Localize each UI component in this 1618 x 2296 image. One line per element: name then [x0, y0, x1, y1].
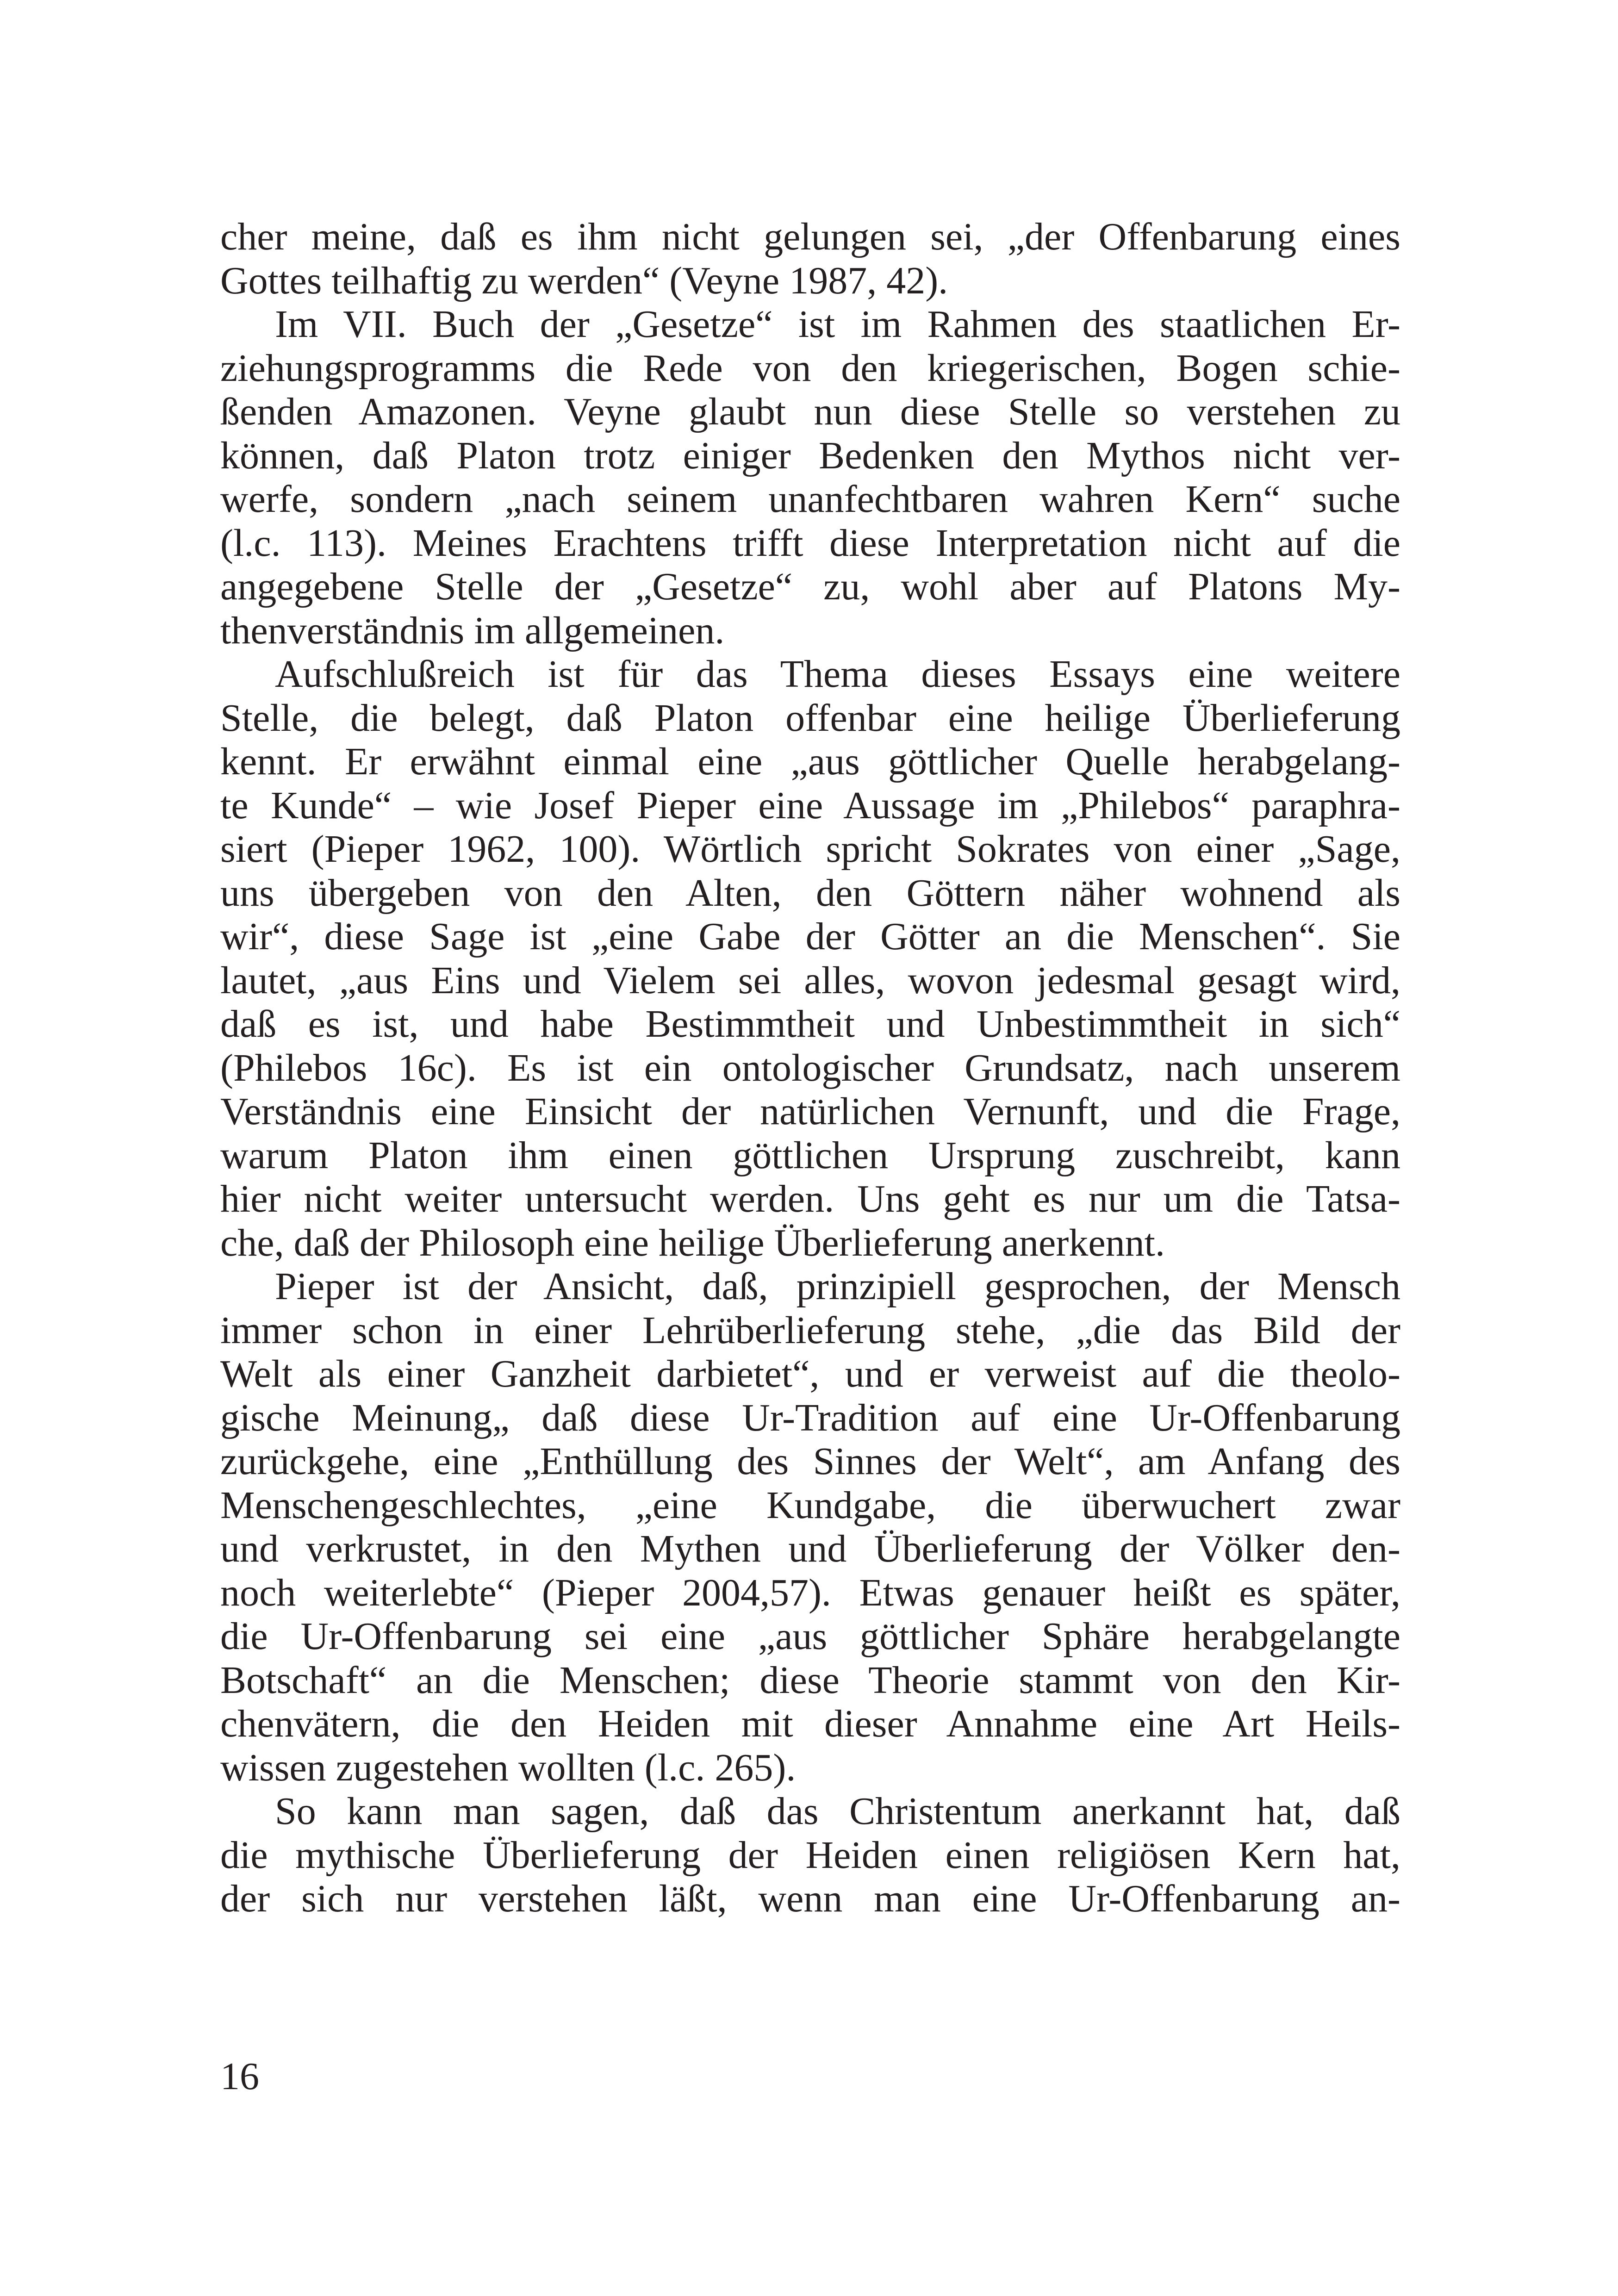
page-number: 16	[220, 2055, 259, 2098]
text-line: Verständnis eine Einsicht der natürlichen Vernunft, und die Frage,	[220, 1090, 1400, 1133]
text-line: daß es ist, und habe Bestimmtheit und Unbestimmtheit in sich“	[220, 1002, 1400, 1045]
text-line: zurückgehe, eine „Enthüllung des Sinnes der Welt“, am Anfang des	[220, 1440, 1400, 1483]
text-line: (l.c. 113). Meines Erachtens trifft diese Interpretation nicht auf die	[220, 521, 1400, 565]
text-line: lautet, „aus Eins und Vielem sei alles, wovon jedesmal gesagt wird,	[220, 958, 1400, 1002]
text-line: uns übergeben von den Alten, den Göttern näher wohnend als	[220, 871, 1400, 915]
text-line: können, daß Platon trotz einiger Bedenken den Mythos nicht ver-	[220, 434, 1400, 477]
text-line: noch weiterlebte“ (Pieper 2004,57). Etwas genauer heißt es später,	[220, 1571, 1400, 1614]
text-line: ziehungsprogramms die Rede von den kriegerischen, Bogen schie-	[220, 346, 1400, 390]
text-line: Menschengeschlechtes, „eine Kundgabe, die überwuchert zwar	[220, 1483, 1400, 1527]
text-line: chenvätern, die den Heiden mit dieser Annahme eine Art Heils-	[220, 1702, 1400, 1745]
text-line: immer schon in einer Lehrüberlieferung stehe, „die das Bild der	[220, 1308, 1400, 1352]
text-line: die Ur-Offenbarung sei eine „aus göttlicher Sphäre herabgelangte	[220, 1615, 1400, 1658]
text-line: wissen zugestehen wollten (l.c. 265).	[220, 1746, 796, 1789]
text-line: siert (Pieper 1962, 100). Wörtlich spricht Sokrates von einer „Sage,	[220, 828, 1400, 871]
text-line: So kann man sagen, daß das Christentum anerkannt hat, daß	[275, 1790, 1400, 1833]
text-line: te Kunde“ – wie Josef Pieper eine Aussage im „Philebos“ paraphra-	[220, 784, 1400, 827]
text-line: warum Platon ihm einen göttlichen Ursprung zuschreibt, kann	[220, 1133, 1400, 1177]
text-line: (Philebos 16c). Es ist ein ontologischer Grundsatz, nach unserem	[220, 1046, 1400, 1089]
text-line: angegebene Stelle der „Gesetze“ zu, wohl aber auf Platons My-	[220, 565, 1400, 608]
text-line: hier nicht weiter untersucht werden. Uns geht es nur um die Tatsa-	[220, 1177, 1400, 1220]
text-line: Botschaft“ an die Menschen; diese Theorie stammt von den Kir-	[220, 1658, 1400, 1702]
text-line: die mythische Überlieferung der Heiden einen religiösen Kern hat,	[220, 1833, 1400, 1877]
text-line: und verkrustet, in den Mythen und Überlieferung der Völker den-	[220, 1527, 1400, 1570]
text-line: cher meine, daß es ihm nicht gelungen sei, „der Offenbarung eines	[220, 215, 1400, 258]
text-line: werfe, sondern „nach seinem unanfechtbaren wahren Kern“ suche	[220, 478, 1400, 521]
text-line: Im VII. Buch der „Gesetze“ ist im Rahmen des staatlichen Er-	[275, 303, 1400, 346]
text-line: ßenden Amazonen. Veyne glaubt nun diese Stelle so verstehen zu	[220, 390, 1400, 433]
text-line: che, daß der Philosoph eine heilige Überlieferung anerkennt.	[220, 1221, 1165, 1264]
text-line: Gottes teilhaftig zu werden“ (Veyne 1987, 42).	[220, 259, 948, 302]
text-line: thenverständnis im allgemeinen.	[220, 609, 725, 652]
text-line: gische Meinung„ daß diese Ur-Tradition auf eine Ur-Offenbarung	[220, 1396, 1400, 1439]
text-line: Pieper ist der Ansicht, daß, prinzipiell gesprochen, der Mensch	[275, 1265, 1400, 1308]
text-line: Aufschlußreich ist für das Thema dieses Essays eine weitere	[275, 653, 1400, 696]
text-line: kennt. Er erwähnt einmal eine „aus göttlicher Quelle herabgelang-	[220, 740, 1400, 783]
text-line: wir“, diese Sage ist „eine Gabe der Götter an die Menschen“. Sie	[220, 915, 1400, 958]
text-line: der sich nur verstehen läßt, wenn man eine Ur-Offenbarung an-	[220, 1877, 1400, 1920]
text-line: Stelle, die belegt, daß Platon offenbar eine heilige Überlieferung	[220, 696, 1400, 740]
body-text	[220, 215, 1400, 1921]
text-line: Welt als einer Ganzheit darbietet“, und er verweist auf die theolo-	[220, 1352, 1400, 1395]
